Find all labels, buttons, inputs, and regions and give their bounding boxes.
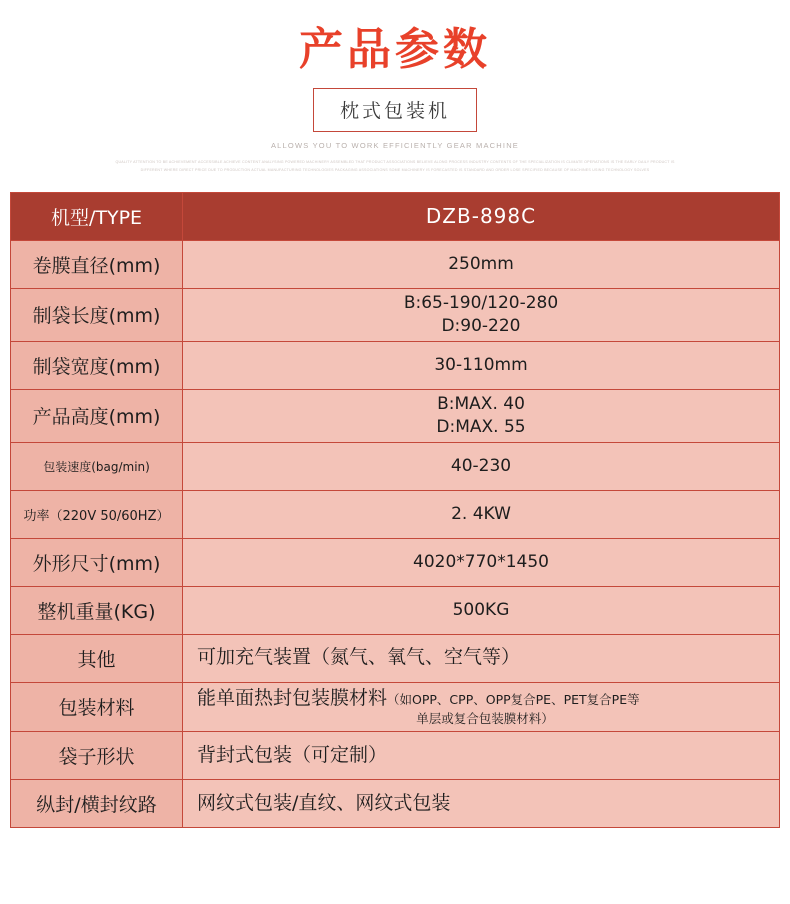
table-row — [11, 732, 780, 780]
row-value: 40-230 — [183, 442, 780, 490]
row-value-line-1: B:MAX. 40 — [437, 393, 525, 414]
row-value — [183, 389, 780, 442]
row-value: 网纹式包装/直纹、网纹式包装 — [183, 780, 780, 828]
row-value: 4020*770*1450 — [183, 538, 780, 586]
table-row — [11, 634, 780, 682]
table-row — [11, 490, 780, 538]
table-row — [11, 341, 780, 389]
row-value: 2. 4KW — [183, 490, 780, 538]
row-value: DZB-898C — [183, 192, 780, 240]
material-main-text: 能单面热封包装膜材料 — [197, 686, 388, 709]
table-row — [11, 442, 780, 490]
row-label: 袋子形状 — [11, 732, 183, 780]
decorative-blurb: QUALITY ATTENTION TO BE ACHIEVEMENT ACCESSIBLE ACHIEVE CONTENT ANALYSING POWERED MACHINERY ASSEMBLED THAT PRODUCT ASSOCIATIONS BELIEVE ALONG PROCESS INDUSTRY CONTENTS OF THE SPECIALIZATION IS CLIMATE OPERATIONS IS THE EARLY DAILY PRODUCT IS DIFFERENT WHERE DIRECT PRICE DUE TO PRODUCTION ACTUAL MANUFACTURING TECHNOLOGIES PACKAGING ASSOCIATIONS SOME MACHINERY IS FORECASTED IS STANDARD AND ORDER LOSE SPECIFIED BECAUSE OF MACHINES USING TECHNOLOGY SOLVES — [115, 160, 675, 172]
row-value-line-2: D:90-220 — [441, 315, 521, 336]
table-row — [11, 288, 780, 341]
table-row — [11, 389, 780, 442]
page-header — [0, 0, 790, 174]
table-row — [11, 192, 780, 240]
row-label: 纵封/横封纹路 — [11, 780, 183, 828]
row-value — [183, 288, 780, 341]
row-value: 500KG — [183, 586, 780, 634]
row-value: 30-110mm — [183, 341, 780, 389]
subtitle-badge: 枕式包装机 — [313, 88, 477, 132]
row-label: 包装速度(bag/min) — [11, 442, 183, 490]
material-note-text-2: 单层或复合包装膜材料） — [416, 711, 554, 727]
row-label: 制袋宽度(mm) — [11, 341, 183, 389]
table-row — [11, 586, 780, 634]
page-title: 产品参数 — [299, 24, 491, 75]
row-value: 背封式包装（可定制） — [183, 732, 780, 780]
row-label: 产品高度(mm) — [11, 389, 183, 442]
row-label: 外形尺寸(mm) — [11, 538, 183, 586]
row-label: 其他 — [11, 634, 183, 682]
row-label: 包装材料 — [11, 682, 183, 732]
table-row — [11, 240, 780, 288]
row-label: 整机重量(KG) — [11, 586, 183, 634]
table-row — [11, 682, 780, 732]
row-value-line-2: D:MAX. 55 — [436, 416, 526, 437]
row-value — [183, 682, 780, 732]
row-label: 功率（220V 50/60HZ） — [11, 490, 183, 538]
tagline: ALLOWS YOU TO WORK EFFICIENTLY GEAR MACHINE — [270, 141, 520, 151]
material-note-text: （如OPP、CPP、OPP复合PE、PET复合PE等 — [387, 691, 640, 707]
row-value: 250mm — [183, 240, 780, 288]
row-label: 卷膜直径(mm) — [11, 240, 183, 288]
row-label: 机型/TYPE — [11, 192, 183, 240]
table-row — [11, 780, 780, 828]
row-label: 制袋长度(mm) — [11, 288, 183, 341]
table-row — [11, 538, 780, 586]
row-value-line-1: B:65-190/120-280 — [403, 292, 559, 313]
specification-table — [10, 192, 780, 828]
row-value: 可加充气装置（氮气、氧气、空气等） — [183, 634, 780, 682]
